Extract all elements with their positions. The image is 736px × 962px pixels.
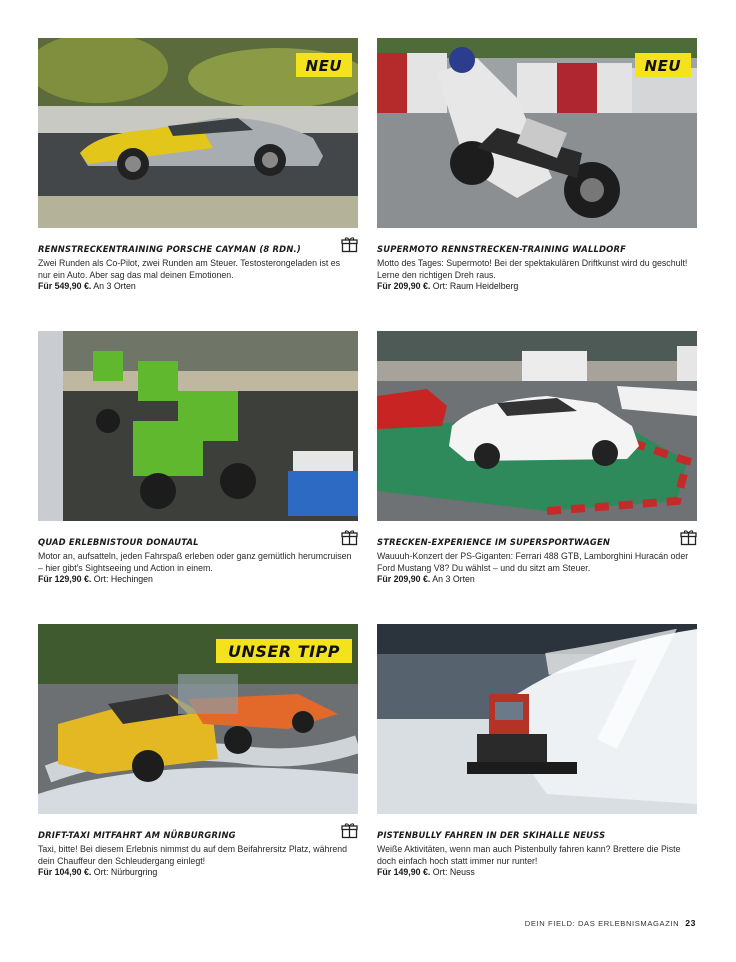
card-price-line bbox=[38, 867, 358, 879]
card-title: PISTENBULLY FAHREN IN DER SKIHALLE NEUSS bbox=[377, 830, 606, 840]
card-location: An 3 Orten bbox=[93, 281, 136, 291]
card-price: Für 104,90 €. bbox=[38, 867, 92, 877]
card-title: SUPERMOTO RENNSTRECKEN-TRAINING WALLDORF bbox=[377, 244, 627, 254]
page-number: 23 bbox=[685, 918, 696, 928]
gift-icon bbox=[341, 529, 358, 546]
card-location: An 3 Orten bbox=[432, 574, 475, 584]
card-price: Für 149,90 €. bbox=[377, 867, 431, 877]
card-price-line bbox=[377, 867, 697, 879]
gift-icon bbox=[680, 529, 697, 546]
quad-tour-photo bbox=[38, 331, 358, 521]
new-badge: NEU bbox=[635, 53, 691, 77]
card-price-line bbox=[38, 574, 358, 586]
experience-card-drift-taxi[interactable] bbox=[38, 624, 358, 879]
card-description: Zwei Runden als Co-Pilot, zwei Runden am Steuer. Testosterongeladen ist es nur ein Auto. Aber sag das mal deinen Emotionen. bbox=[38, 258, 341, 280]
card-location: Ort: Nürburgring bbox=[93, 867, 158, 877]
new-badge: NEU bbox=[296, 53, 352, 77]
card-location: Ort: Hechingen bbox=[93, 574, 153, 584]
experience-card-supermoto[interactable] bbox=[377, 38, 697, 293]
card-price: Für 129,90 €. bbox=[38, 574, 92, 584]
supermoto-photo bbox=[377, 38, 697, 228]
card-description: Wauuuh-Konzert der PS-Giganten: Ferrari 488 GTB, Lamborghini Huracán oder Ford Mustang V8? Du wählst – und du sitzt am Steuer. bbox=[377, 551, 689, 573]
card-title: STRECKEN-EXPERIENCE IM SUPERSPORTWAGEN bbox=[377, 537, 611, 547]
experience-card-supersportwagen[interactable] bbox=[377, 331, 697, 586]
page-footer bbox=[525, 918, 696, 928]
card-price: Für 209,90 €. bbox=[377, 574, 431, 584]
experience-card-quad[interactable] bbox=[38, 331, 358, 586]
card-description: Taxi, bitte! Bei diesem Erlebnis nimmst du auf dem Beifahrersitz Platz, während dein Chauffeur den Schleudergang einlegt! bbox=[38, 844, 348, 866]
card-location: Ort: Neuss bbox=[432, 867, 475, 877]
experience-card-pistenbully[interactable] bbox=[377, 624, 697, 879]
card-price-line bbox=[377, 574, 697, 586]
experience-card-porsche[interactable] bbox=[38, 38, 358, 293]
gift-icon bbox=[341, 822, 358, 839]
pistenbully-photo bbox=[377, 624, 697, 814]
magazine-name: DEIN FIELD: DAS ERLEBNISMAGAZIN bbox=[524, 919, 680, 928]
card-price: Für 209,90 €. bbox=[377, 281, 431, 291]
gift-icon bbox=[341, 236, 358, 253]
porsche-cayman-photo bbox=[38, 38, 358, 228]
tip-badge: UNSER TIPP bbox=[216, 639, 352, 663]
card-title: QUAD ERLEBNISTOUR DONAUTAL bbox=[38, 537, 199, 547]
card-location: Ort: Raum Heidelberg bbox=[432, 281, 519, 291]
card-description: Motor an, aufsatteln, jeden Fahrspaß erleben oder ganz gemütlich herumcruisen – hier gibt's Sightseeing und Action in einem. bbox=[38, 551, 352, 573]
card-title: DRIFT-TAXI MITFAHRT AM NÜRBURGRING bbox=[38, 830, 236, 840]
lamborghini-photo bbox=[377, 331, 697, 521]
drift-taxi-photo bbox=[38, 624, 358, 814]
card-title: RENNSTRECKENTRAINING PORSCHE CAYMAN (8 RDN.) bbox=[38, 244, 301, 254]
card-description: Motto des Tages: Supermoto! Bei der spektakulären Driftkunst wird du geschult! Lerne den richtigen Dreh raus. bbox=[377, 258, 688, 280]
card-description: Weiße Aktivitäten, wenn man auch Pistenbully fahren kann? Brettere die Piste doch einfach hoch statt immer nur runter! bbox=[377, 844, 681, 866]
card-price-line bbox=[38, 281, 358, 293]
card-price: Für 549,90 €. bbox=[38, 281, 92, 291]
card-price-line bbox=[377, 281, 697, 293]
